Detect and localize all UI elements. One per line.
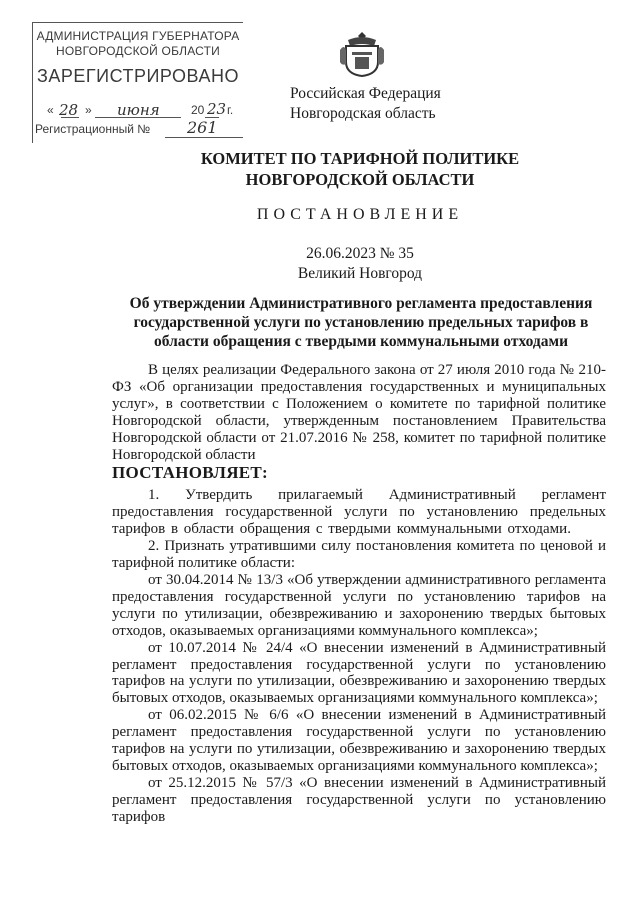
- country-header: [290, 84, 441, 124]
- preamble-paragraph: В целях реализации Федерального закона от 27 июля 2010 года № 210-ФЗ «Об организации предоставления государственных и муниципальных услуг», в соответствии с Положением о комитете по тарифной политике Новгородской области, утвержденным постановлением Правительства Новгородской области от 21.07.2016 № 258, комитет по тарифной политике Новгородской области: [112, 362, 606, 463]
- stamp-year-prefix: 20: [191, 103, 205, 117]
- document-place: Великий Новгород: [297, 265, 423, 282]
- stamp-year-unit: г.: [227, 103, 234, 117]
- stamp-year-suffix: 23: [207, 100, 227, 118]
- coat-of-arms-icon: [340, 30, 384, 78]
- stamp-day: 28: [59, 101, 79, 119]
- registration-stamp: [32, 22, 243, 143]
- region-name: Новгородская область: [290, 105, 436, 122]
- stamp-line-1: АДМИНИСТРАЦИЯ ГУБЕРНАТОРА: [36, 29, 240, 43]
- stamp-reg-label: Регистрационный №: [35, 122, 151, 136]
- stamp-reg-number: 261: [187, 118, 218, 137]
- item-2-paragraph: 2. Признать утратившими силу постановления комитета по ценовой и тарифной политике области:: [112, 538, 606, 572]
- document-date-number: 26.06.2023 № 35: [306, 245, 414, 262]
- stamp-registered: ЗАРЕГИСТРИРОВАНО: [37, 66, 239, 86]
- document-body: [112, 362, 606, 826]
- act-paragraph-4: от 25.12.2015 № 57/3 «О внесении изменений в Административный регламент предоставления государственной услуги по установлению тарифов: [112, 774, 606, 825]
- stamp-month: июня: [117, 101, 160, 119]
- stamp-quote-open: «: [47, 103, 54, 117]
- act-paragraph-3: от 06.02.2015 № 6/6 «О внесении изменений в Административный регламент предоставления государственной услуги по установлению тарифов на услуги по утилизации, обезвреживанию и захоронению твердых бытовых отходов, оказываемых организациями коммунального комплекса»;: [112, 707, 606, 774]
- country-name: Российская Федерация: [290, 85, 441, 102]
- resolves-heading: ПОСТАНОВЛЯЕТ:: [112, 463, 269, 483]
- stamp-registration-line: [35, 118, 243, 140]
- act-paragraph-2: от 10.07.2014 № 24/4 «О внесении изменений в Административный регламент предоставления государственной услуги по установлению тарифов на услуги по утилизации, обезвреживанию и захоронению твердых бытовых отходов, оказываемых организациями коммунального комплекса»;: [112, 639, 606, 707]
- document-subject: Об утверждении Административного регламента предоставления государственной услуги по установлению предельных тарифов в области обращения с твердыми коммунальными отходами: [129, 295, 593, 350]
- stamp-line-2: НОВГОРОДСКОЙ ОБЛАСТИ: [56, 44, 220, 58]
- stamp-quote-close: »: [85, 103, 92, 117]
- document-type: ПОСТАНОВЛЕНИЕ: [256, 206, 464, 223]
- item-1-paragraph: 1. Утвердить прилагаемый Административный регламент предоставления государственной услуги по установлению предельных тарифов в области обращения с твердыми коммунальными отходами.: [112, 487, 606, 538]
- act-paragraph-1: от 30.04.2014 № 13/3 «Об утверждении административного регламента предоставления государственной услуги по установлению тарифов на услуги по утилизации, обезвреживанию и захоронению твердых бытовых отходов, оказываемых организациями коммунального комплекса»;: [112, 571, 606, 639]
- committee-title: КОМИТЕТ ПО ТАРИФНОЙ ПОЛИТИКЕ НОВГОРОДСКОЙ ОБЛАСТИ: [200, 149, 520, 189]
